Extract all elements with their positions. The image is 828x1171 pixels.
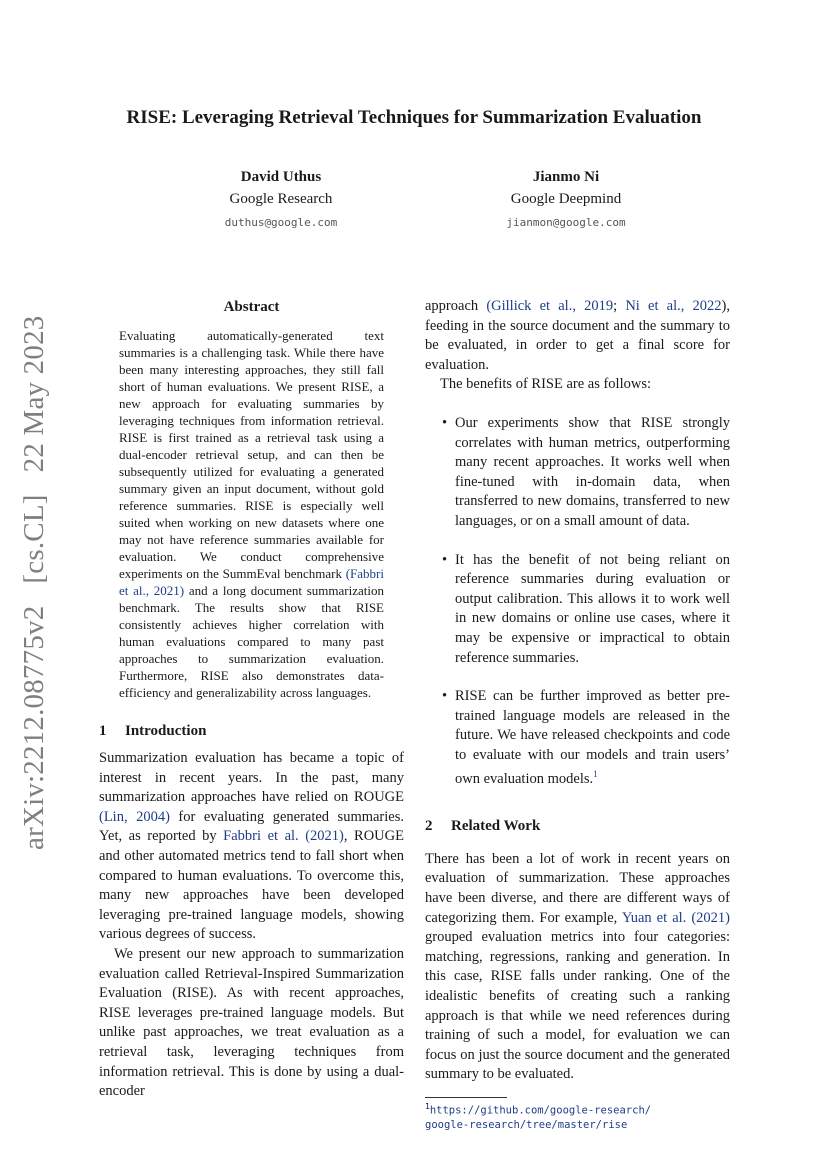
footnote-url-line[interactable]: google-research/tree/master/rise <box>425 1118 628 1131</box>
paragraph-text: ), feeding in the source document and the summary to be evaluated, in order to get a final score for evaluation. <box>425 298 730 373</box>
list-item <box>425 687 730 790</box>
list-item <box>425 414 730 532</box>
benefits-list <box>425 414 730 790</box>
footnote <box>425 1100 730 1132</box>
list-item <box>425 551 730 669</box>
bullet-icon: • <box>442 688 448 705</box>
author-block <box>151 167 411 229</box>
citation-link[interactable]: Fabbri et al. (2021) <box>223 828 344 845</box>
left-column <box>99 297 404 1102</box>
paragraph-text: Summarization evaluation has became a topic of interest in recent years. In the past, many summarization approaches have relied on ROUGE <box>99 750 404 806</box>
list-item-text: Our experiments show that RISE strongly correlates with human metrics, outperforming many recent approaches. It works well when fine-tuned with in-domain data, when transferred to new domains, transferred to new languages, or on a small amount of data. <box>455 414 730 529</box>
citation-link[interactable]: Ni et al., 2022 <box>625 298 722 314</box>
author-email[interactable]: jianmon@google.com <box>506 216 626 229</box>
author-email[interactable]: duthus@google.com <box>224 216 338 229</box>
section-number: 2 <box>425 817 433 834</box>
footnote-url-line[interactable]: https://github.com/google-research/ <box>429 1104 652 1117</box>
abstract-text-part: and a long document summarization benchmark. The results show that RISE consistently achieves higher correlation with human evaluations compared to many past approaches to summarization evaluation. Furthermore, RISE also demonstrates data-efficiency and generalizability across languages. <box>119 583 384 700</box>
citation-separator: ; <box>613 298 626 314</box>
list-item-text-part: RISE can be further improved as better pre-trained language models are released in the future. We have released checkpoints and code to evaluate with our models and train users’ own evaluation models. <box>455 688 730 788</box>
arxiv-id[interactable]: arXiv:2212.08775v2 <box>18 605 50 850</box>
section-number: 1 <box>99 723 107 739</box>
intro-paragraph <box>99 749 404 945</box>
related-paragraph <box>425 850 730 1085</box>
footnote-divider <box>425 1097 507 1098</box>
author-name: David Uthus <box>240 169 322 185</box>
citation-link[interactable]: Yuan et al. (2021) <box>621 909 730 926</box>
abstract-heading: Abstract <box>223 299 280 315</box>
arxiv-stamp <box>18 294 51 850</box>
paragraph-text: for evaluating generated summaries. Yet, as reported by <box>99 808 404 845</box>
footnote-number: 1 <box>425 1102 430 1112</box>
right-column <box>425 297 730 1132</box>
section-heading-introduction <box>99 721 404 741</box>
bullet-icon: • <box>442 414 448 431</box>
paper-title: RISE: Leveraging Retrieval Techniques for Summarization Evaluation <box>126 107 702 128</box>
arxiv-date: 22 May 2023 <box>18 315 50 473</box>
abstract-text <box>119 327 384 701</box>
abstract-text-part: Evaluating automatically-generated text summaries is a challenging task. While there have been many interesting approaches, they still fall short of human evaluations. We present RISE, a new approach for evaluating summaries by leveraging techniques from information retrieval. RISE is first trained as a retrieval task using a dual-encoder retrieval setup, and can then be subsequently utilized for evaluating a generated summary given an input document, without gold reference summaries. RISE is especially well suited when working on new datasets where one may not have reference summaries available for evaluation. We conduct comprehensive experiments on the SummEval benchmark <box>119 328 384 581</box>
paragraph-text: approach <box>425 298 487 314</box>
bullet-icon: • <box>442 551 448 568</box>
paragraph-text: , ROUGE and other automated metrics tend to fall short when compared to human evaluations. To overcome this, many new approaches have been developed leveraging pre-trained language models, showing various degrees of success. <box>99 828 404 943</box>
section-title: Related Work <box>451 817 541 834</box>
footnote-mark[interactable]: 1 <box>593 769 598 780</box>
list-item-text <box>455 687 730 790</box>
arxiv-category: [cs.CL] <box>18 494 50 584</box>
continued-paragraph <box>425 297 730 375</box>
paragraph-text: There has been a lot of work in recent years on evaluation of summarization. These approaches have been diverse, and there are different ways of categorizing them. For example, <box>425 850 730 926</box>
section-title: Introduction <box>125 723 207 739</box>
section-heading-related-work <box>425 816 730 836</box>
citation-link[interactable]: (Gillick et al., 2019 <box>486 298 614 314</box>
intro-paragraph: We present our new approach to summarization evaluation called Retrieval-Inspired Summarization Evaluation (RISE). As with recent approaches, RISE leverages pre-trained language models. But unlike past approaches, we treat evaluation as a retrieval task, leveraging techniques from information retrieval. This is done by using a dual-encoder <box>99 945 404 1100</box>
author-affiliation: Google Research <box>229 191 333 207</box>
author-name: Jianmo Ni <box>532 169 600 185</box>
citation-link[interactable]: (Fabbri et al., 2021) <box>119 566 384 598</box>
benefits-intro: The benefits of RISE are as follows: <box>440 376 652 393</box>
author-block <box>436 167 696 229</box>
paragraph-text: grouped evaluation metrics into four categories: matching, regressions, ranking and generation. In this case, RISE falls under ranking. One of the idealistic benefits of creating such a ranking approach is that while we need references during training of such a model, for evaluation we can focus on just the source document and the generated summary to be evaluated. <box>425 929 730 1083</box>
citation-link[interactable]: (Lin, 2004) <box>99 808 170 825</box>
list-item-text: It has the benefit of not being reliant on reference summaries during evaluation or output calibration. This allows it to work well in new domains or online use cases, where it may be expensive or impractical to obtain reference summaries. <box>455 551 730 666</box>
author-affiliation: Google Deepmind <box>510 191 622 207</box>
